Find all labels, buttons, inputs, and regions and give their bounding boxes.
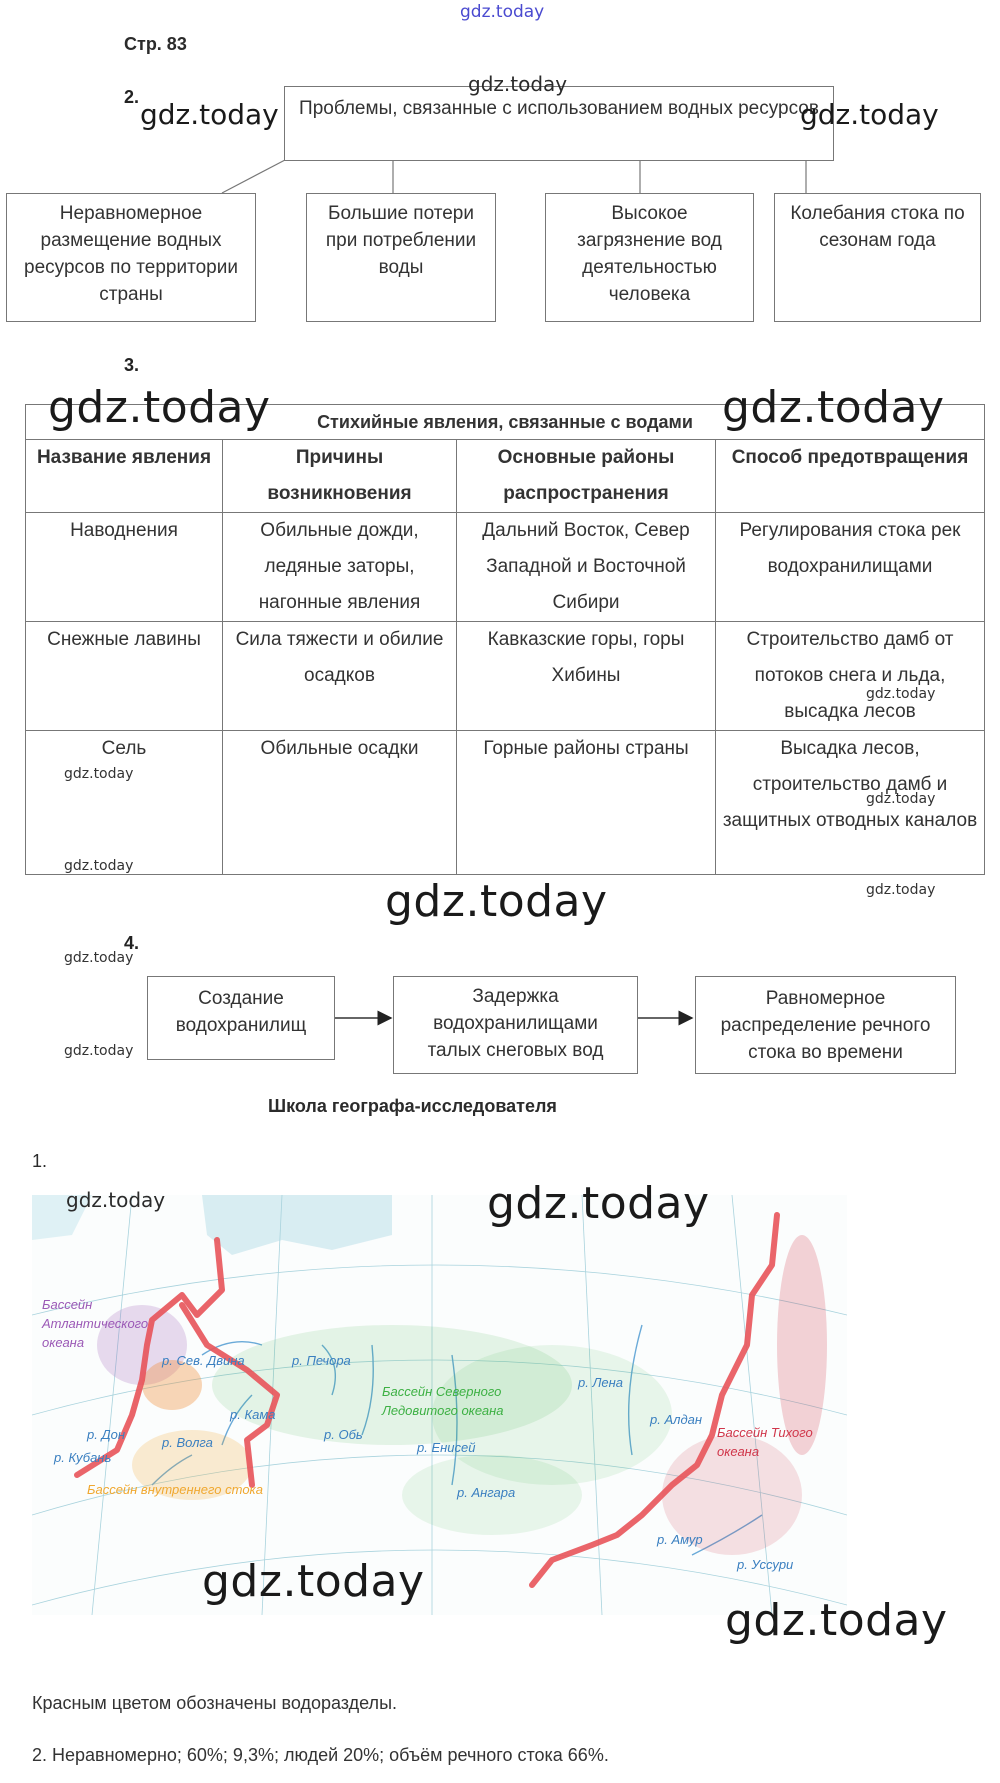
basins-map: [32, 1195, 847, 1615]
task2-child-box: [774, 193, 981, 322]
task2-root-text: Проблемы, связанные с использованием водных ресурсов: [299, 98, 819, 119]
phenomena-table: [25, 404, 985, 875]
task2-child-box: [306, 193, 496, 322]
flow-step-box: [393, 976, 638, 1074]
school-item2: 2. Неравномерно; 60%; 9,3%; людей 20%; объём речного стока 66%.: [32, 1745, 609, 1765]
map-label-internal: Бассейн внутреннего стока: [87, 1482, 263, 1497]
map-label-pacific: Бассейн Тихого океана: [717, 1425, 813, 1459]
watermark: gdz.today: [487, 1178, 710, 1229]
task2-child-text: Большие потери при потреблении воды: [325, 203, 477, 278]
map-label-atlantic: Бассейн Атлантического океана: [42, 1297, 149, 1350]
watermark: gdz.today: [866, 686, 936, 702]
table-header: Причины возникновения: [223, 440, 457, 513]
map-label-river: р. Уссури: [737, 1557, 794, 1572]
task2-child-text: Высокое загрязнение вод деятельностью человека: [577, 203, 722, 305]
watermark: gdz.today: [468, 72, 568, 96]
watermark: gdz.today: [64, 766, 134, 782]
school-title: Школа географа-исследователя: [268, 1096, 557, 1116]
table-header: Способ предотвращения: [716, 440, 985, 513]
table-header: Название явления: [26, 440, 223, 513]
watermark: gdz.today: [64, 858, 134, 874]
flow-step-text: Создание водохранилищ: [175, 988, 307, 1036]
table-cell: Сель: [26, 731, 223, 875]
flow-step-text: Равномерное распределение речного стока во времени: [720, 988, 931, 1063]
watermark: gdz.today: [64, 950, 134, 966]
table-cell: Высадка лесов, строительство дамб и защитных отводных каналов: [716, 731, 985, 875]
flow-step-text: Задержка водохранилищами талых снеговых вод: [427, 986, 604, 1061]
table-cell: Обильные дожди, ледяные заторы, нагонные явления: [223, 513, 457, 622]
watermark: gdz.today: [722, 382, 945, 433]
table-cell: Обильные осадки: [223, 731, 457, 875]
map-note: Красным цветом обозначены водоразделы.: [32, 1693, 398, 1713]
map-label-river: р. Кубань: [54, 1450, 112, 1465]
table-cell: Кавказские горы, горы Хибины: [457, 622, 716, 731]
watermark: gdz.today: [866, 791, 936, 807]
table-row: [26, 513, 985, 622]
table-cell: Дальний Восток, Север Западной и Восточной Сибири: [457, 513, 716, 622]
task2-root-box: [284, 86, 834, 161]
map-label-river: р. Дон: [87, 1427, 125, 1442]
school-item1-number: 1.: [32, 1151, 48, 1171]
watermark: gdz.today: [140, 98, 279, 131]
task3-number: 3.: [124, 355, 140, 375]
watermark: gdz.today: [66, 1188, 166, 1212]
page-label: Стр. 83: [124, 34, 187, 54]
map-label-arctic: Бассейн Северного Ледовитого океана: [382, 1384, 504, 1418]
flow-step-box: [695, 976, 956, 1074]
table-cell: Снежные лавины: [26, 622, 223, 731]
task4-number: 4.: [124, 933, 140, 953]
table-cell: Горные районы страны: [457, 731, 716, 875]
map-label-river: р. Амур: [657, 1532, 703, 1547]
table-cell: Строительство дамб от потоков снега и льда, высадка лесов: [716, 622, 985, 731]
map-label-river: р. Печора: [292, 1353, 351, 1368]
task2-child-box: [6, 193, 256, 322]
table-cell: Сила тяжести и обилие осадков: [223, 622, 457, 731]
watermark: gdz.today: [202, 1556, 425, 1607]
map-label-river: р. Алдан: [650, 1412, 703, 1427]
top-watermark: gdz.today: [460, 2, 545, 22]
table-caption: Стихийные явления, связанные с водами: [26, 405, 985, 440]
table-cell: Наводнения: [26, 513, 223, 622]
task2-child-box: [545, 193, 754, 322]
map-label-river: р. Лена: [578, 1375, 623, 1390]
map-label-river: р. Волга: [162, 1435, 213, 1450]
map-label-river: р. Сев. Двина: [162, 1353, 245, 1368]
task2-child-text: Колебания стока по сезонам года: [790, 203, 965, 251]
watermark: gdz.today: [385, 876, 608, 927]
table-row: [26, 731, 985, 875]
task2-number: 2.: [124, 87, 140, 107]
watermark: gdz.today: [866, 882, 936, 898]
table-cell: Регулирования стока рек водохранилищами: [716, 513, 985, 622]
flow-step-box: [147, 976, 335, 1060]
table-header: Основные районы распространения: [457, 440, 716, 513]
task2-child-text: Неравномерное размещение водных ресурсов по территории страны: [24, 203, 238, 305]
map-label-river: р. Обь: [324, 1427, 363, 1442]
watermark: gdz.today: [64, 1043, 134, 1059]
table-row: [26, 622, 985, 731]
map-label-river: р. Енисей: [417, 1440, 476, 1455]
watermark: gdz.today: [800, 98, 939, 131]
watermark: gdz.today: [48, 382, 271, 433]
watermark: gdz.today: [725, 1595, 948, 1646]
map-label-river: р. Кама: [230, 1407, 276, 1422]
map-label-river: р. Ангара: [457, 1485, 516, 1500]
